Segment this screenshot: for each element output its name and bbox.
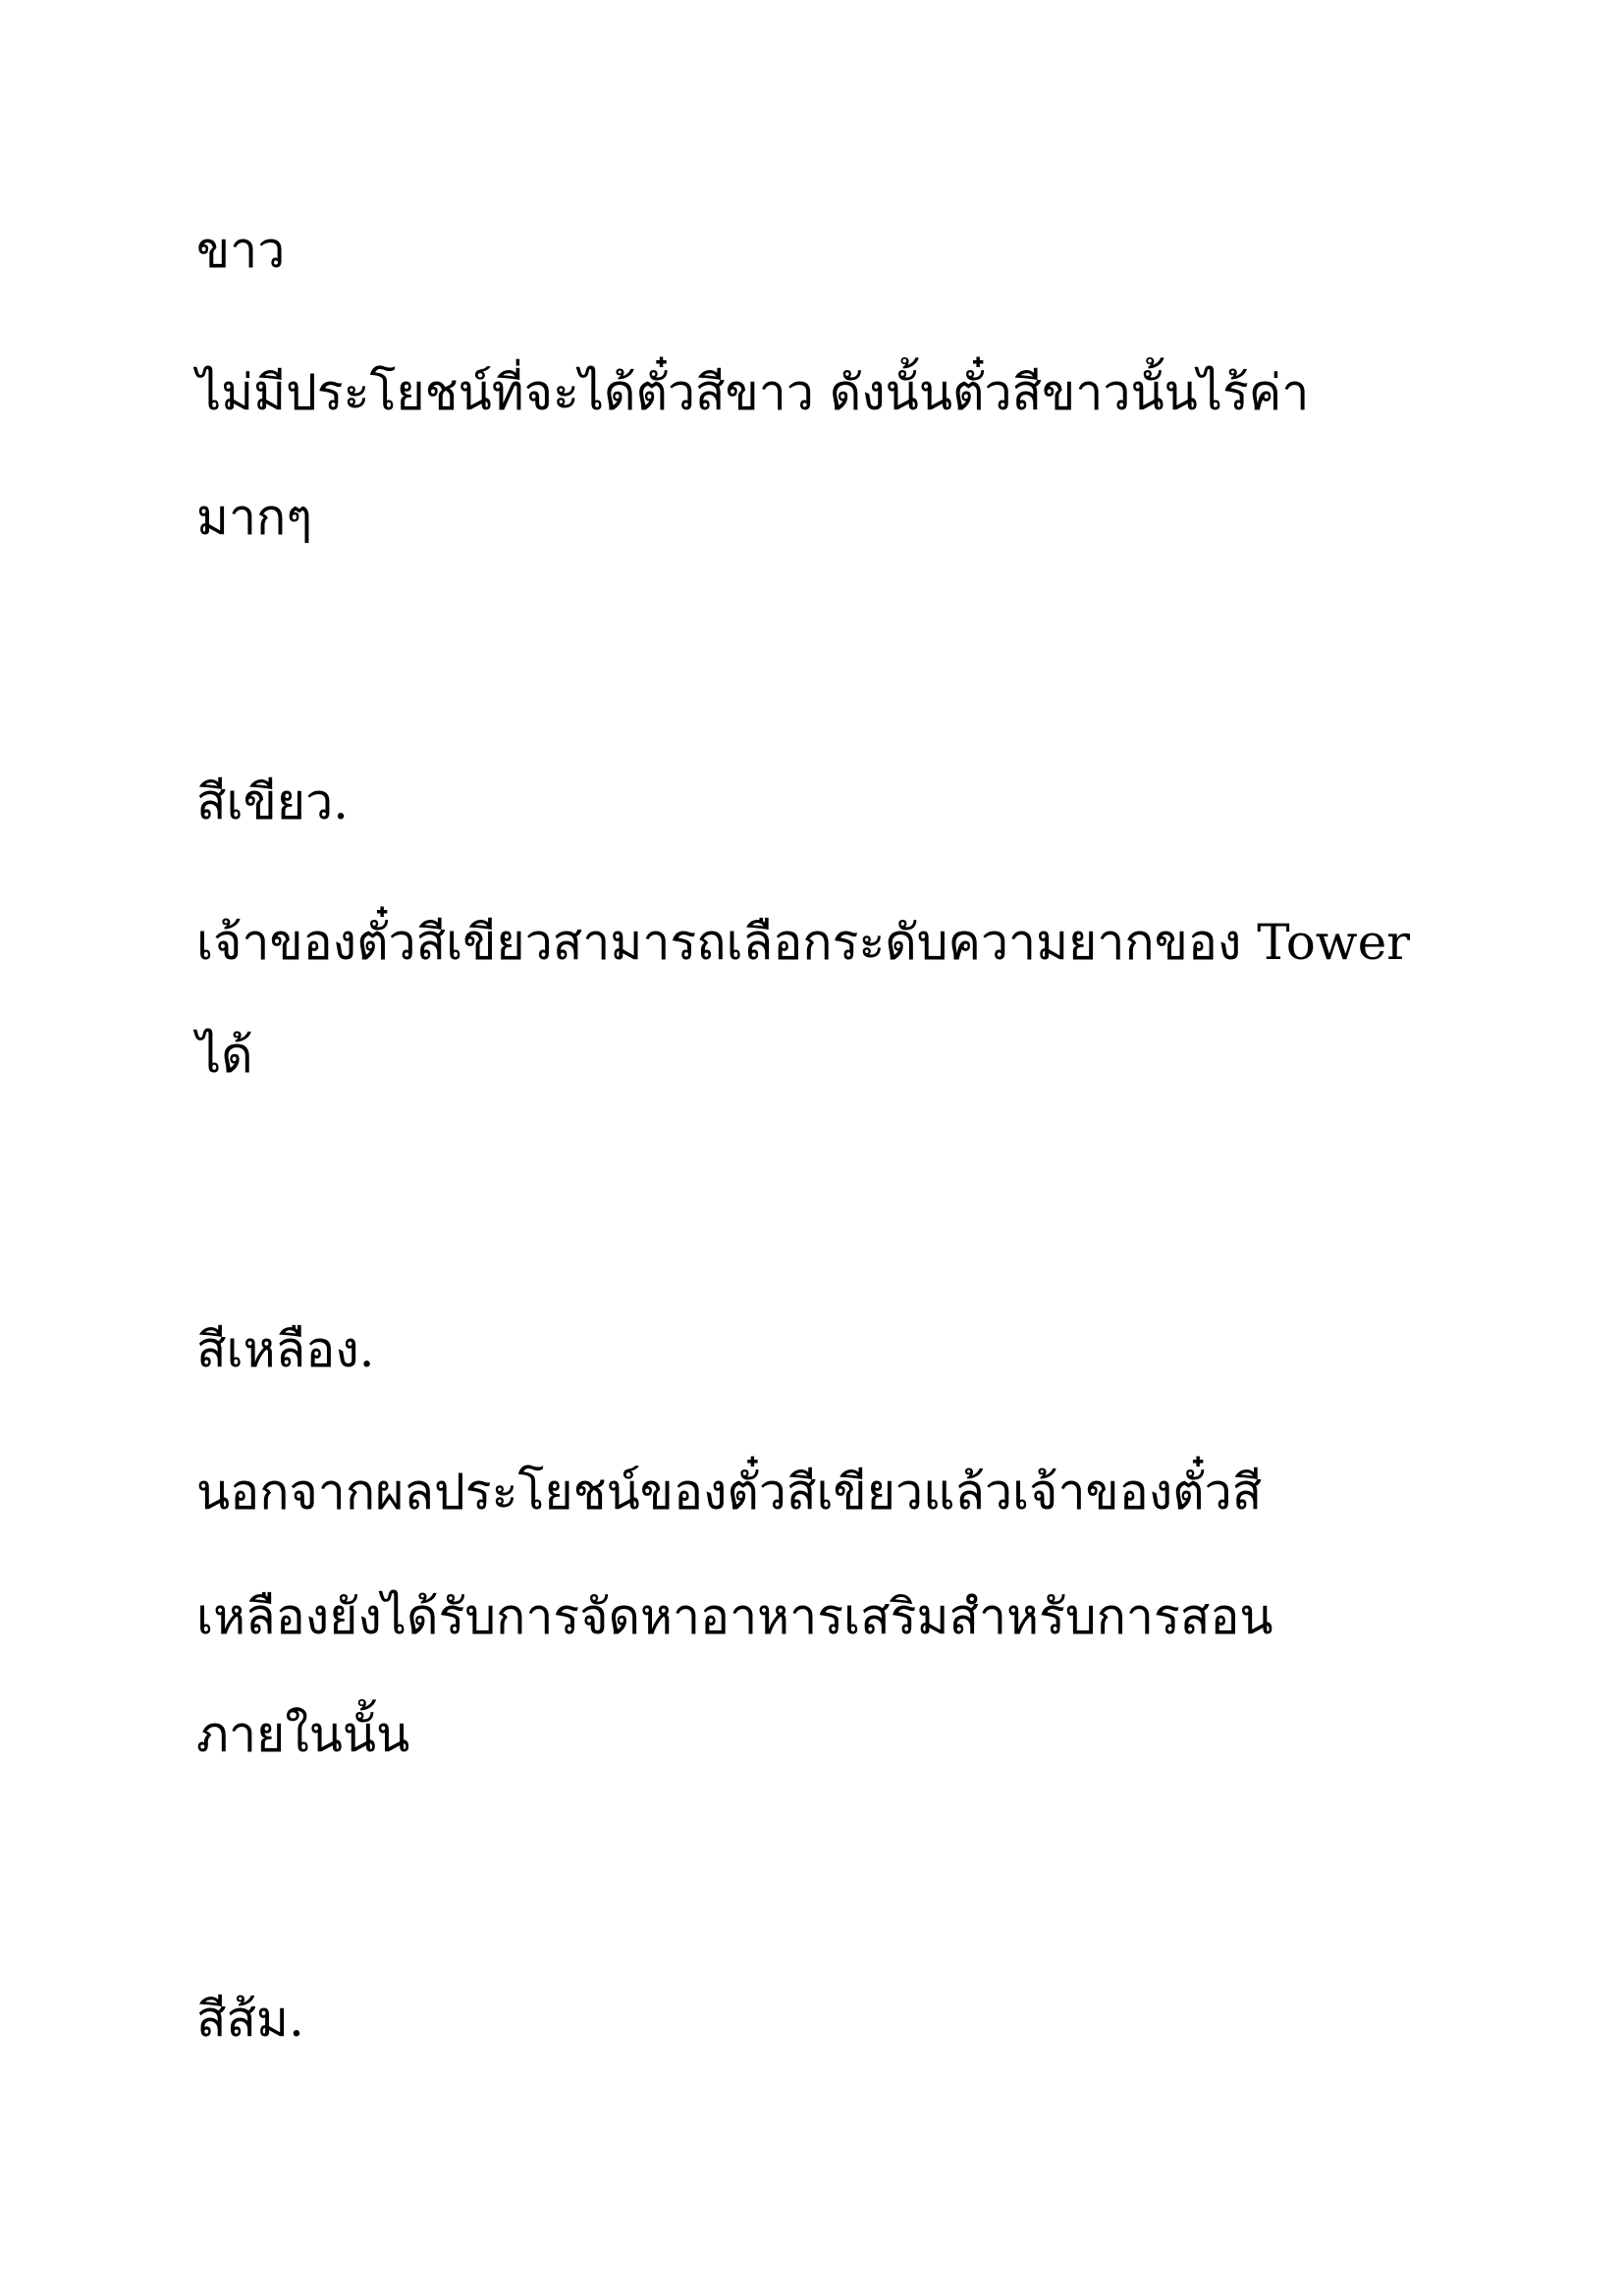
section-body-line: เหลืองยังได้รับการจัดหาอาหารเสริมสำหรับการสอน [196,1588,1273,1645]
section-heading-orange: สีส้ม. [196,1991,304,2048]
section-body-line: เจ้าของตั๋วสีเขียวสามารถเลือกระดับความยากของ Tower [196,914,1411,971]
section-heading-white: ขาว [196,222,286,279]
section-body-line: ภายในนั้น [196,1706,410,1763]
section-body-line: ได้ [196,1027,253,1084]
section-heading-yellow: สีเหลือง. [196,1321,375,1378]
section-body-line: มากๆ [196,489,313,546]
section-body-line: ไม่มีประโยชน์ที่จะได้ตั๋วสีขาว ดังนั้นตั๋วสีขาวนั้นไร้ค่า [196,364,1310,421]
section-heading-green: สีเขียว. [196,774,350,830]
section-body-line: นอกจากผลประโยชน์ของตั๋วสีเขียวแล้วเจ้าของตั๋วสี [196,1464,1263,1521]
